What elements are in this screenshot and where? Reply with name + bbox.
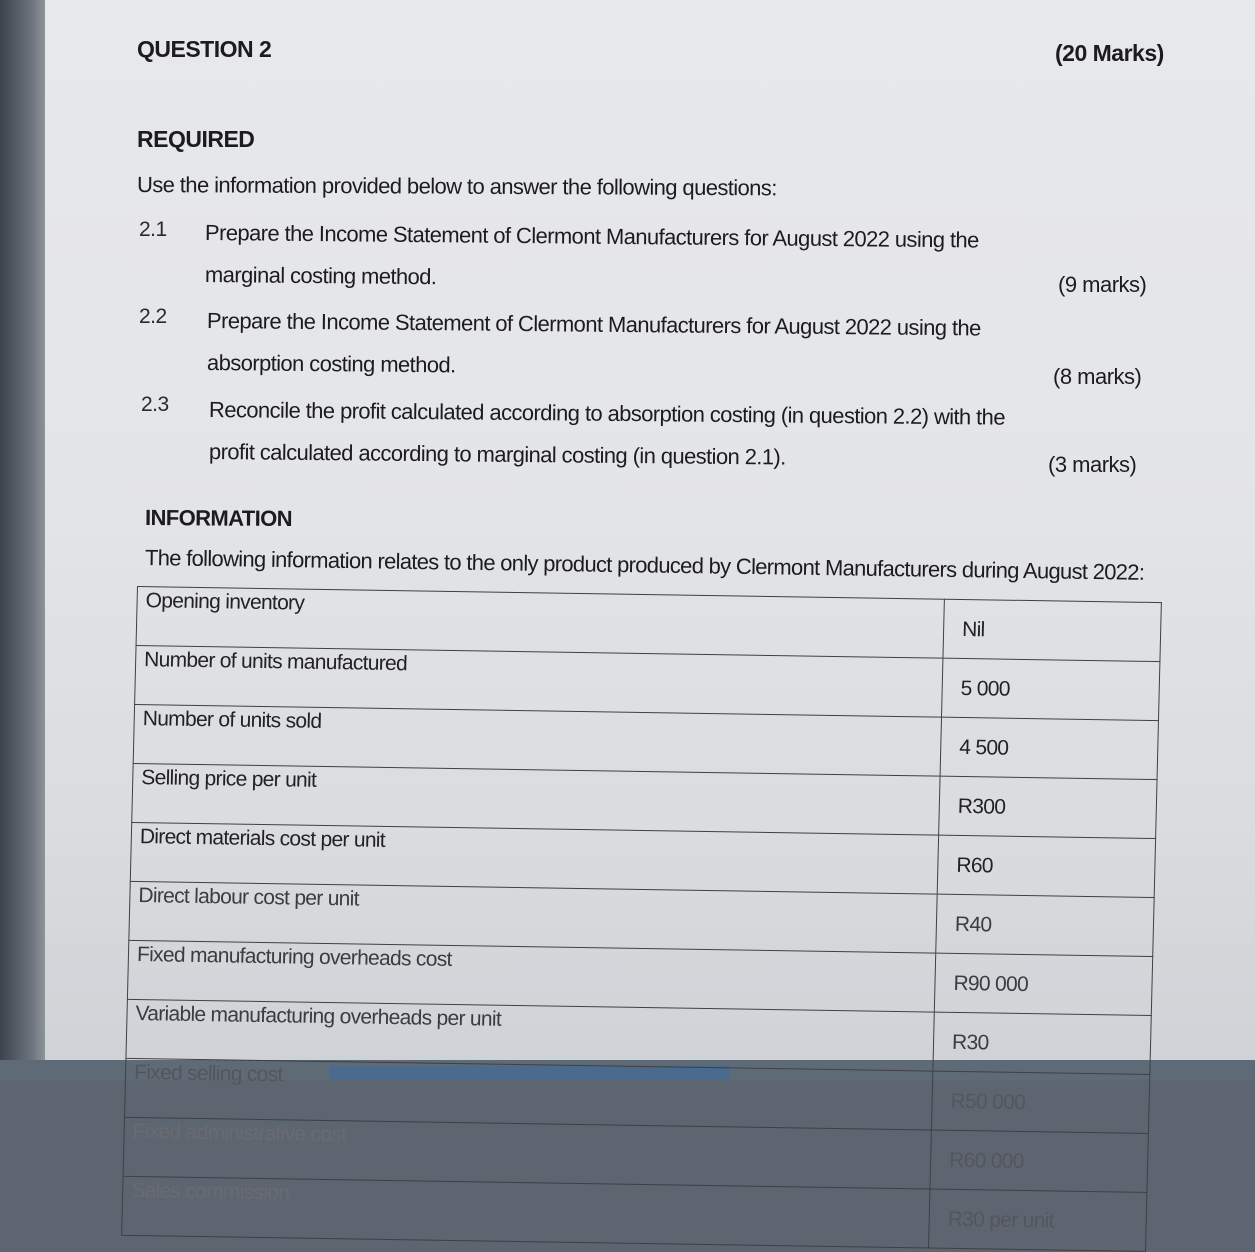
- row-label-opening-inventory: Opening inventory: [136, 587, 944, 659]
- question-2-2-line-1: Prepare the Income Statement of Clermont Manufacturers for August 2022 using the: [206, 308, 981, 341]
- row-value-units-manufactured: 5 000: [942, 658, 1160, 720]
- information-intro: The following information relates to the only product produced by Clermont Manufacturers during August 2022:: [144, 545, 1145, 585]
- row-label-sales-commission: Sales commission: [122, 1176, 930, 1248]
- question-title: QUESTION 2: [137, 36, 272, 62]
- row-label-variable-manufacturing-overheads: Variable manufacturing overheads per unit: [126, 999, 934, 1071]
- question-number-2-3: 2.3: [141, 393, 169, 416]
- row-label-direct-materials: Direct materials cost per unit: [130, 822, 938, 894]
- question-total-marks: (20 Marks): [1055, 40, 1164, 66]
- question-number-2-1: 2.1: [139, 218, 167, 241]
- question-2-3-marks: (3 marks): [1048, 452, 1137, 477]
- monitor-bezel: [0, 0, 45, 1080]
- information-heading: INFORMATION: [144, 505, 293, 532]
- row-label-direct-labour: Direct labour cost per unit: [129, 881, 937, 953]
- row-value-sales-commission: R30 per unit: [929, 1189, 1147, 1251]
- required-heading: REQUIRED: [137, 126, 255, 152]
- row-value-fixed-selling-cost: R50 000: [931, 1071, 1149, 1133]
- row-label-fixed-manufacturing-overheads: Fixed manufacturing overheads cost: [127, 940, 935, 1012]
- row-label-fixed-selling-cost: Fixed selling cost: [125, 1058, 933, 1130]
- question-2-1-line-1: Prepare the Income Statement of Clermont Manufacturers for August 2022 using the: [204, 220, 979, 253]
- row-value-variable-manufacturing-overheads: R30: [933, 1012, 1151, 1074]
- document-page: [45, 0, 1255, 1233]
- row-value-direct-labour: R40: [936, 894, 1154, 956]
- question-2-1-line-2: marginal costing method.: [204, 262, 437, 290]
- question-2-1-marks: (9 marks): [1058, 272, 1147, 297]
- row-label-fixed-administrative-cost: Fixed administrative cost: [123, 1117, 931, 1189]
- row-value-units-sold: 4 500: [940, 717, 1158, 779]
- question-2-2-marks: (8 marks): [1053, 364, 1142, 389]
- question-2-2-line-2: absorption costing method.: [206, 350, 456, 378]
- row-label-selling-price: Selling price per unit: [132, 763, 940, 835]
- question-number-2-2: 2.2: [139, 305, 167, 328]
- row-value-direct-materials: R60: [937, 835, 1155, 897]
- row-label-units-sold: Number of units sold: [133, 704, 941, 776]
- row-label-units-manufactured: Number of units manufactured: [135, 645, 943, 717]
- question-2-3-line-1: Reconcile the profit calculated according to absorption costing (in question 2.2) with the: [208, 397, 1006, 430]
- row-value-fixed-administrative-cost: R60 000: [930, 1130, 1148, 1192]
- row-value-fixed-manufacturing-overheads: R90 000: [934, 953, 1152, 1015]
- question-2-3-line-2: profit calculated according to marginal costing (in question 2.1).: [208, 439, 786, 470]
- required-intro: Use the information provided below to answer the following questions:: [136, 172, 777, 201]
- document-screen: [45, 0, 1255, 1233]
- row-value-opening-inventory: Nil: [943, 599, 1161, 661]
- row-value-selling-price: R300: [939, 776, 1157, 838]
- information-table: [121, 586, 1149, 1252]
